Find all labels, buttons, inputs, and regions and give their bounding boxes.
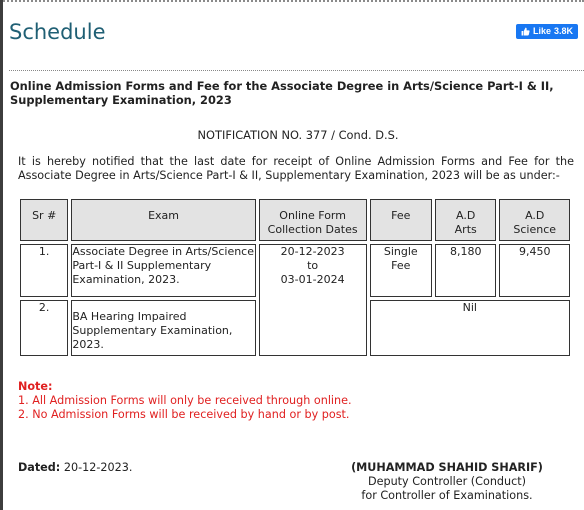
row-sr: 1. xyxy=(20,244,68,297)
row-ad-science: 9,450 xyxy=(499,244,570,297)
row-collection-dates: 20-12-2023 to 03-01-2024 xyxy=(259,244,367,356)
signatory-for: for Controller of Examinations. xyxy=(361,489,533,502)
note-line: 2. No Admission Forms will be received by hand or by post. xyxy=(18,408,350,421)
row-ad-arts: 8,180 xyxy=(435,244,496,297)
signatory-name: (MUHAMMAD SHAHID SHARIF) xyxy=(351,461,543,474)
row-exam: Associate Degree in Arts/Science Part-I & II Supplementary Examination, 2023. xyxy=(71,244,255,297)
dated-label: Dated: xyxy=(18,461,61,474)
facebook-like-button[interactable] xyxy=(516,24,578,39)
note-label: Note: xyxy=(18,380,53,393)
schedule-table xyxy=(17,196,573,359)
signatory-title: Deputy Controller (Conduct) xyxy=(367,475,527,488)
table-header-row xyxy=(20,199,570,241)
like-label: Like xyxy=(532,26,551,36)
intro-paragraph: It is hereby notified that the last date for receipt of Online Admission Forms and Fee for the Associate Degree in Arts/Science Part-I & II, Supplementary Examination, 2023 will be as under:- xyxy=(18,155,574,182)
top-dotted-border xyxy=(0,0,584,5)
row-exam: BA Hearing Impaired Supplementary Examination, 2023. xyxy=(71,300,255,356)
section-divider xyxy=(9,70,584,71)
dated-line xyxy=(18,461,132,474)
row-fee: Single Fee xyxy=(370,244,432,297)
header-collection-dates: Online Form Collection Dates xyxy=(259,199,367,241)
notice-heading: Online Admission Forms and Fee for the Associate Degree in Arts/Science Part-I & II, Supplementary Examination, 2023 xyxy=(10,79,554,107)
note-block xyxy=(18,380,352,422)
header-exam: Exam xyxy=(71,199,255,241)
page-title: Schedule xyxy=(9,20,106,44)
notification-number: NOTIFICATION NO. 377 / Cond. D.S. xyxy=(197,128,399,142)
left-border xyxy=(0,0,3,510)
row-fee-nil: Nil xyxy=(370,300,570,356)
note-line: 1. All Admission Forms will only be received through online. xyxy=(18,394,352,407)
header-sr: Sr # xyxy=(20,199,68,241)
dated-value: 20-12-2023. xyxy=(63,461,133,474)
header-ad-arts: A.D Arts xyxy=(435,199,496,241)
header-ad-science: A.D Science xyxy=(499,199,570,241)
signature-block xyxy=(342,461,552,503)
like-count: 3.8K xyxy=(553,26,573,36)
thumbs-up-icon xyxy=(521,27,530,36)
header-fee: Fee xyxy=(370,199,432,241)
row-sr: 2. xyxy=(20,300,68,356)
table-row xyxy=(20,244,570,297)
